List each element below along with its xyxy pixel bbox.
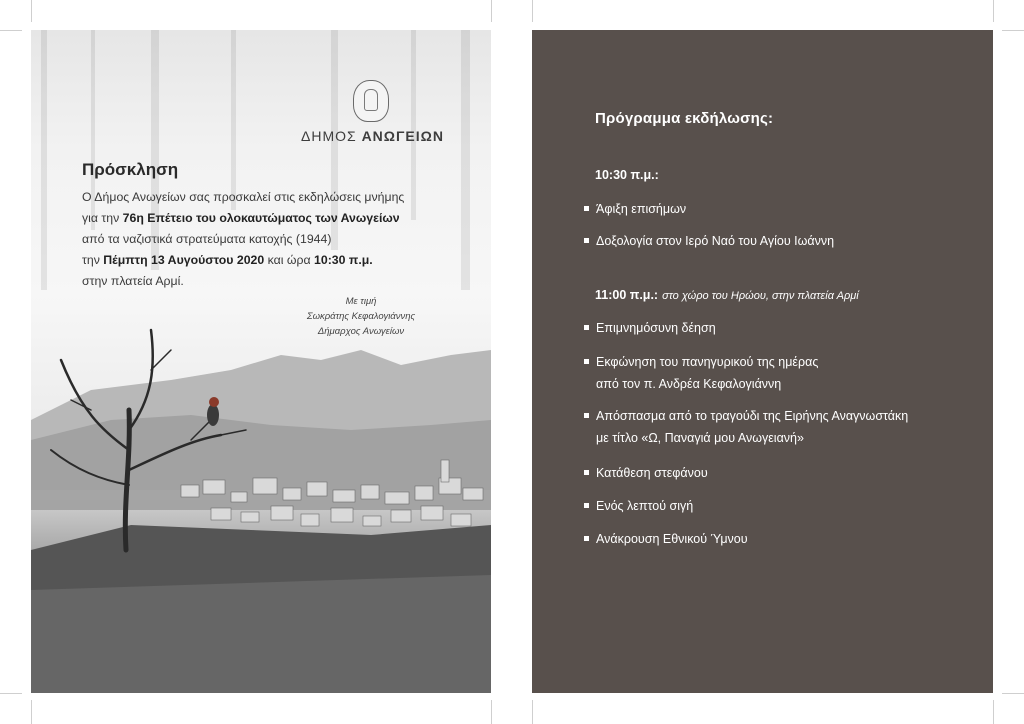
program-item: Ανάκρουση Εθνικού Ύμνου <box>584 528 748 550</box>
invitation-line: Ο Δήμος Ανωγείων σας προσκαλεί στις εκδηλώσεις μνήμης <box>82 190 405 204</box>
seal-icon <box>353 80 389 122</box>
invitation-line: για την 76η Επέτειο του ολοκαυτώματος των Ανωγείων <box>82 211 400 225</box>
municipality-logo <box>301 80 444 144</box>
signature-regards: Με τιμή <box>345 296 377 307</box>
program-item: Απόσπασμα από το τραγούδι της Ειρήνης Αναγνωστάκη με τίτλο «Ω, Παναγιά μου Ανωγειανή» <box>584 405 908 449</box>
invitation-line: την Πέμπτη 13 Αυγούστου 2020 και ώρα 10:30 π.μ. <box>82 253 373 267</box>
crop-mark <box>993 700 994 724</box>
crop-mark <box>1002 30 1024 31</box>
invitation-title: Πρόσκληση <box>82 160 179 179</box>
crop-mark <box>31 700 32 724</box>
crop-mark <box>1002 693 1024 694</box>
signature-role: Δήμαρχος Ανωγείων <box>317 326 405 337</box>
bullet-icon <box>584 503 589 508</box>
time-label: 10:30 π.μ.: <box>595 168 659 182</box>
crop-mark <box>532 700 533 724</box>
program-item: Ενός λεπτού σιγή <box>584 495 693 517</box>
program-title: Πρόγραμμα εκδήλωσης: <box>595 110 774 127</box>
program-item: Άφιξη επισήμων <box>584 198 686 220</box>
crop-mark <box>491 700 492 724</box>
program-item: Δοξολογία στον Ιερό Ναό του Αγίου Ιωάννη <box>584 230 834 252</box>
bullet-icon <box>584 238 589 243</box>
signature-block <box>296 294 426 339</box>
program-item: Εκφώνηση του πανηγυρικού της ημέρας από τον π. Ανδρέα Κεφαλογιάννη <box>584 351 818 395</box>
crop-mark <box>532 0 533 22</box>
program-panel <box>532 30 993 693</box>
crop-mark <box>993 0 994 22</box>
bullet-icon <box>584 359 589 364</box>
bullet-icon <box>584 536 589 541</box>
crop-mark <box>491 0 492 22</box>
invitation-line: από τα ναζιστικά στρατεύματα κατοχής (1944) <box>82 232 332 246</box>
program-item: Επιμνημόσυνη δέηση <box>584 317 716 339</box>
bullet-icon <box>584 206 589 211</box>
time-label: 11:00 π.μ.: στο χώρο του Ηρώου, στην πλατεία Αρμί <box>595 288 859 302</box>
time-note: στο χώρο του Ηρώου, στην πλατεία Αρμί <box>662 290 859 302</box>
crop-mark <box>0 30 22 31</box>
bullet-icon <box>584 413 589 418</box>
invitation-panel <box>31 30 491 693</box>
signature-name: Σωκράτης Κεφαλογιάννης <box>306 311 416 322</box>
logo-text: ΔΗΜΟΣ ΑΝΩΓΕΙΩΝ <box>301 128 444 144</box>
invitation-line: στην πλατεία Αρμί. <box>82 274 184 288</box>
program-item: Κατάθεση στεφάνου <box>584 462 708 484</box>
crop-mark <box>0 693 22 694</box>
bullet-icon <box>584 470 589 475</box>
invitation-text <box>82 187 491 292</box>
crop-mark <box>31 0 32 22</box>
bullet-icon <box>584 325 589 330</box>
